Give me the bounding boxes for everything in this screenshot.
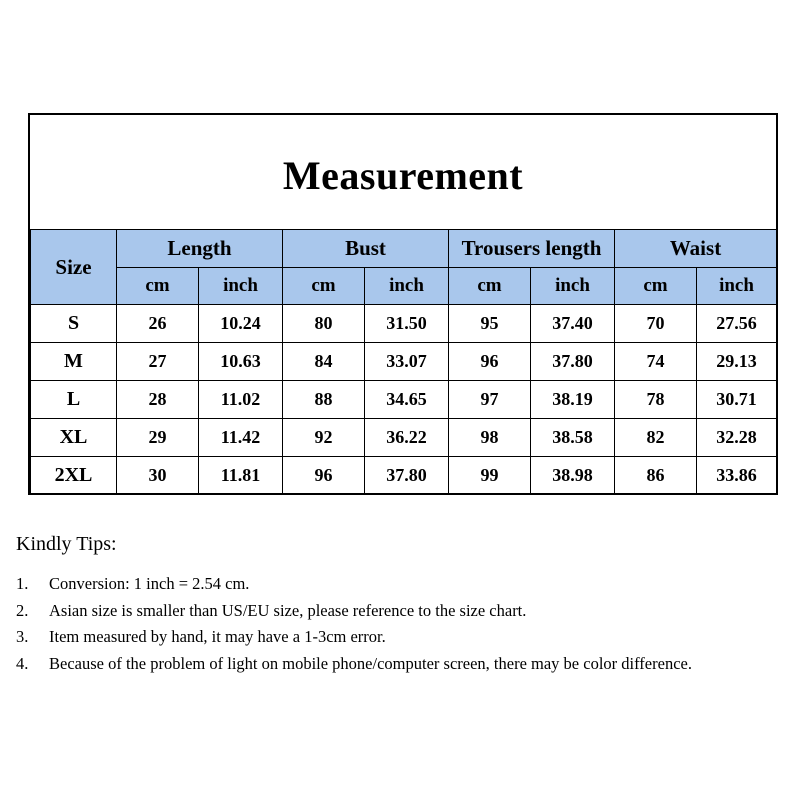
tip-text: Because of the problem of light on mobile phone/computer screen, there may be color difference. (49, 653, 692, 673)
measurement-cell: 92 (283, 419, 365, 457)
table-row (31, 381, 777, 419)
measurement-cell: 37.40 (531, 305, 615, 343)
measurement-cell: 96 (449, 343, 531, 381)
unit-header: cm (283, 268, 365, 305)
tip-number: 1. (16, 574, 29, 593)
table-body (31, 305, 777, 495)
measurement-cell: 33.86 (697, 457, 777, 495)
tip-item (16, 651, 791, 678)
group-header-waist: Waist (615, 230, 777, 268)
unit-header: inch (531, 268, 615, 305)
measurement-cell: 96 (283, 457, 365, 495)
table-row (31, 305, 777, 343)
measurement-cell: 82 (615, 419, 697, 457)
tips-title: Kindly Tips: (16, 533, 117, 555)
group-header-length: Length (117, 230, 283, 268)
measurement-cell: 28 (117, 381, 199, 419)
measurement-chart (28, 113, 778, 495)
size-cell: L (31, 381, 117, 419)
tip-text: Asian size is smaller than US/EU size, please reference to the size chart. (49, 600, 527, 620)
measurement-cell: 30.71 (697, 381, 777, 419)
measurement-cell: 27.56 (697, 305, 777, 343)
unit-header: cm (117, 268, 199, 305)
tip-number: 3. (16, 627, 29, 646)
measurement-cell: 10.24 (199, 305, 283, 343)
measurement-cell: 10.63 (199, 343, 283, 381)
measurement-cell: 27 (117, 343, 199, 381)
measurement-cell: 32.28 (697, 419, 777, 457)
tip-item (16, 598, 791, 625)
measurement-cell: 11.02 (199, 381, 283, 419)
measurement-cell: 98 (449, 419, 531, 457)
unit-header: inch (697, 268, 777, 305)
size-table (30, 229, 777, 495)
measurement-cell: 38.19 (531, 381, 615, 419)
measurement-cell: 86 (615, 457, 697, 495)
measurement-cell: 26 (117, 305, 199, 343)
table-row (31, 457, 777, 495)
tip-number: 4. (16, 653, 29, 673)
size-cell: XL (31, 419, 117, 457)
tip-item (16, 624, 791, 651)
measurement-cell: 31.50 (365, 305, 449, 343)
measurement-cell: 30 (117, 457, 199, 495)
size-cell: 2XL (31, 457, 117, 495)
measurement-cell: 11.42 (199, 419, 283, 457)
measurement-cell: 99 (449, 457, 531, 495)
size-header: Size (31, 230, 117, 305)
measurement-cell: 36.22 (365, 419, 449, 457)
unit-header: cm (615, 268, 697, 305)
group-header-bust: Bust (283, 230, 449, 268)
measurement-cell: 97 (449, 381, 531, 419)
tip-number: 2. (16, 600, 29, 620)
measurement-cell: 34.65 (365, 381, 449, 419)
unit-header: inch (199, 268, 283, 305)
measurement-cell: 38.58 (531, 419, 615, 457)
tip-text: Conversion: 1 inch = 2.54 cm. (49, 574, 250, 593)
tip-text: Item measured by hand, it may have a 1-3cm error. (49, 627, 386, 646)
measurement-cell: 29 (117, 419, 199, 457)
measurement-cell: 78 (615, 381, 697, 419)
measurement-cell: 88 (283, 381, 365, 419)
measurement-cell: 70 (615, 305, 697, 343)
unit-header: inch (365, 268, 449, 305)
measurement-cell: 37.80 (531, 343, 615, 381)
measurement-cell: 80 (283, 305, 365, 343)
table-row (31, 419, 777, 457)
measurement-cell: 95 (449, 305, 531, 343)
measurement-cell: 37.80 (365, 457, 449, 495)
chart-title: Measurement (282, 152, 524, 198)
measurement-cell: 29.13 (697, 343, 777, 381)
measurement-cell: 11.81 (199, 457, 283, 495)
measurement-cell: 74 (615, 343, 697, 381)
tips-list (16, 571, 791, 677)
table-row (31, 343, 777, 381)
measurement-cell: 38.98 (531, 457, 615, 495)
measurement-cell: 84 (283, 343, 365, 381)
tip-item (16, 571, 791, 598)
size-cell: S (31, 305, 117, 343)
measurement-cell: 33.07 (365, 343, 449, 381)
unit-header: cm (449, 268, 531, 305)
size-cell: M (31, 343, 117, 381)
group-header-trousers-length: Trousers length (449, 230, 615, 268)
